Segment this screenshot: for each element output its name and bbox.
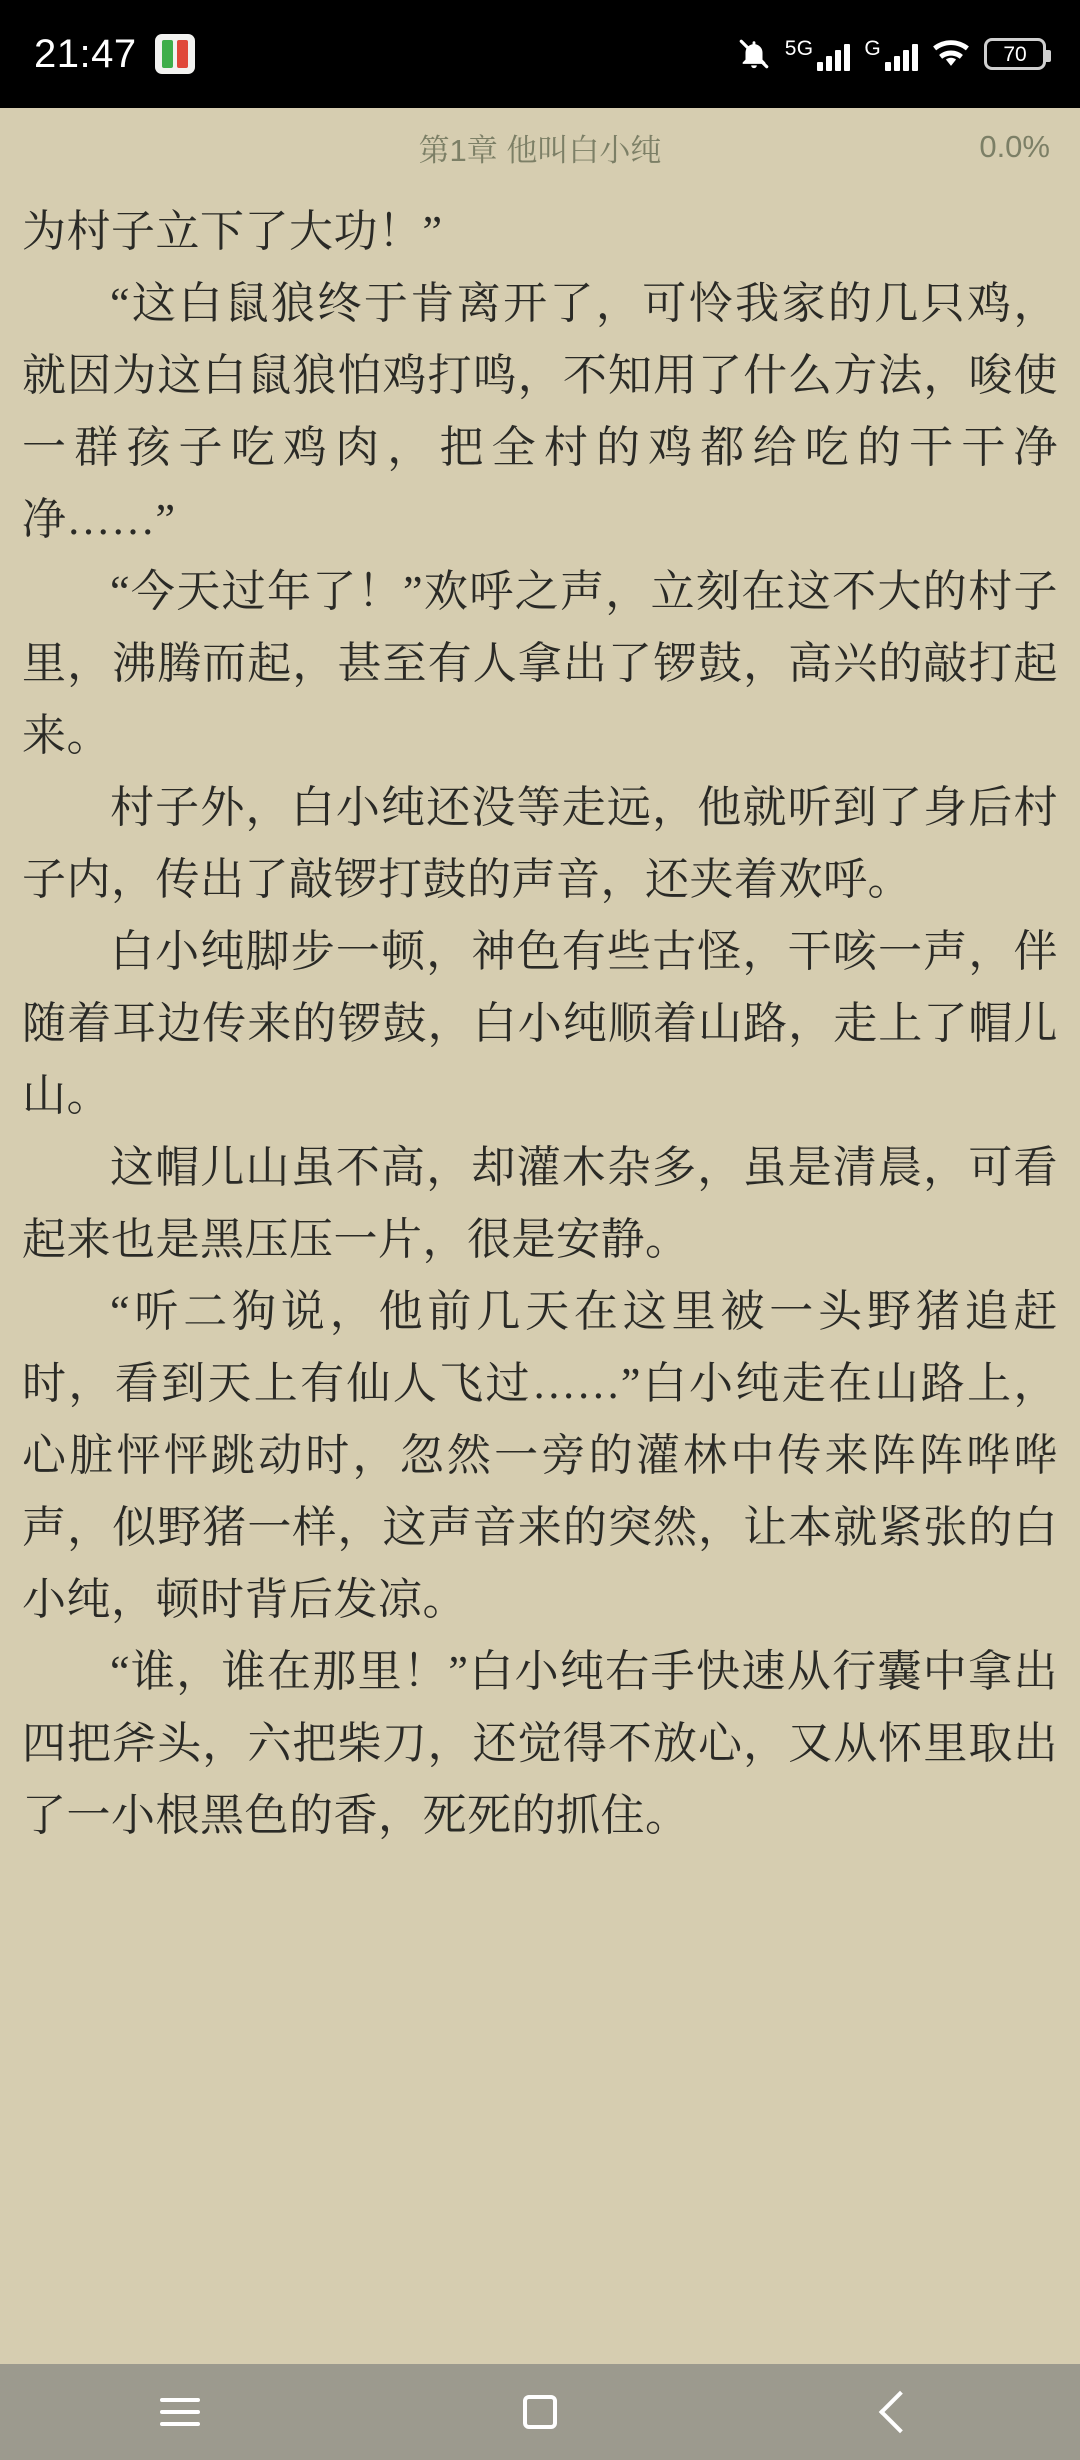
status-bar (0, 0, 1080, 108)
signal-g-icon (864, 38, 918, 71)
reader-text-area[interactable] (0, 186, 1080, 2364)
paragraph: “这白鼠狼终于肯离开了，可怜我家的几只鸡，就因为这白鼠狼怕鸡打鸣，不知用了什么方法，唆使一群孩子吃鸡肉，把全村的鸡都给吃的干干净净……” (22, 279, 1058, 544)
paragraph: “谁，谁在那里！”白小纯右手快速从行囊中拿出四把斧头，六把柴刀，还觉得不放心，又从怀里取出了一小根黑色的香，死死的抓住。 (22, 1647, 1058, 1840)
wifi-icon (932, 38, 970, 70)
status-bar-right (737, 37, 1046, 71)
back-button[interactable] (840, 2364, 960, 2460)
network-g-label: G (864, 36, 881, 60)
status-clock: 21:47 (34, 31, 137, 76)
signal-5g-icon (785, 38, 851, 71)
reading-progress: 0.0% (979, 129, 1050, 164)
bell-mute-icon (737, 37, 771, 71)
menu-icon (160, 2398, 200, 2426)
home-button[interactable] (480, 2364, 600, 2460)
chapter-title: 第1章 他叫白小纯 (418, 132, 662, 168)
battery-level-label: 70 (1003, 42, 1027, 66)
reader-header (0, 108, 1080, 186)
home-square-icon (523, 2395, 557, 2429)
chevron-left-icon (879, 2391, 921, 2433)
paragraph: 村子外，白小纯还没等走远，他就听到了身后村子内，传出了敲锣打鼓的声音，还夹着欢呼。 (22, 783, 1058, 904)
paragraph: 白小纯脚步一顿，神色有些古怪，干咳一声，伴随着耳边传来的锣鼓，白小纯顺着山路，走上了帽儿山。 (22, 927, 1058, 1120)
navigation-bar (0, 2364, 1080, 2460)
battery-icon (984, 38, 1046, 70)
recents-button[interactable] (120, 2364, 240, 2460)
paragraph: “听二狗说，他前几天在这里被一头野猪追赶时，看到天上有仙人飞过……”白小纯走在山路上，心脏怦怦跳动时，忽然一旁的灌林中传来阵阵哗哗声，似野猪一样，这声音来的突然，让本就紧张的白小纯，顿时背后发凉。 (22, 1287, 1058, 1624)
app-badge-icon (155, 34, 195, 74)
paragraph: “今天过年了！”欢呼之声，立刻在这不大的村子里，沸腾而起，甚至有人拿出了锣鼓，高兴的敲打起来。 (22, 567, 1058, 760)
status-bar-left (34, 32, 195, 77)
paragraph: 为村子立下了大功！” (22, 207, 443, 256)
paragraph: 这帽儿山虽不高，却灌木杂多，虽是清晨，可看起来也是黑压压一片，很是安静。 (22, 1143, 1058, 1264)
network-5g-label: 5G (784, 36, 814, 60)
signal-bars-primary (817, 41, 850, 71)
signal-bars-secondary (885, 41, 918, 71)
